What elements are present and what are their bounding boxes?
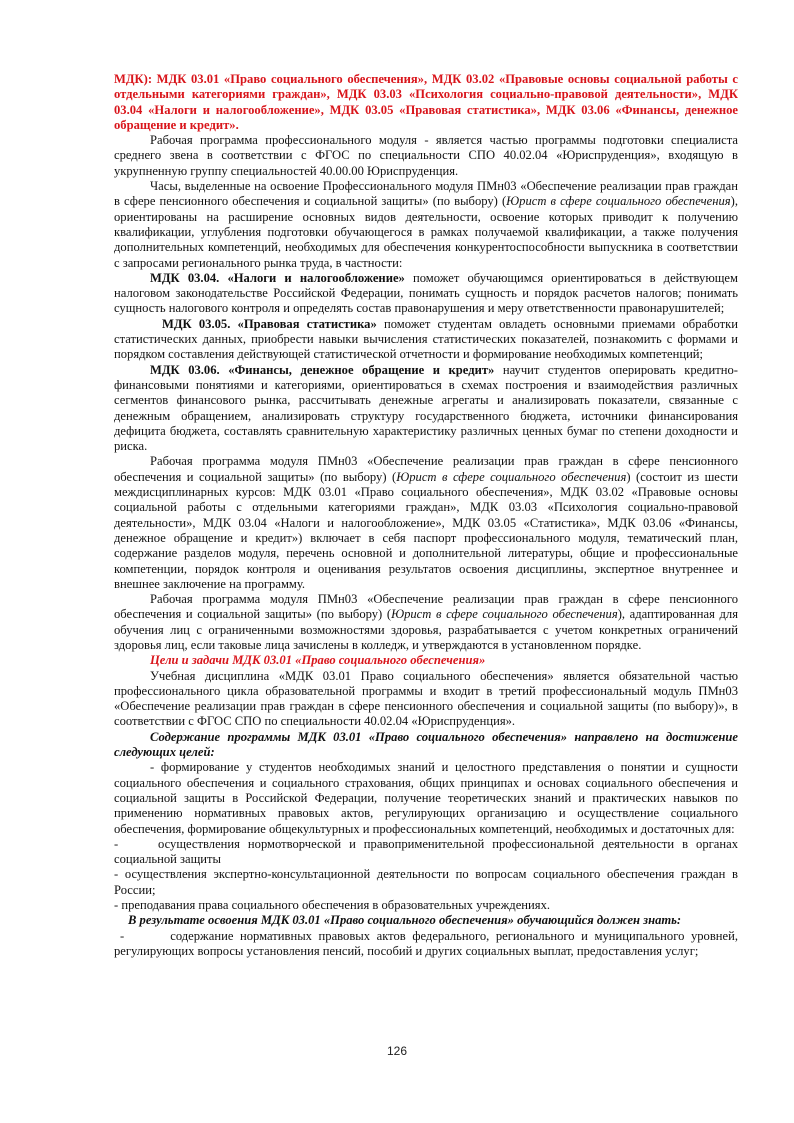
result-heading: В результате освоения МДК 03.01 «Право социального обеспечения» обучающийся должен знать:	[128, 913, 682, 928]
paragraph-mdk-03-05: МДК 03.05. «Правовая статистика» поможет студентам овладеть основными приемами обработки статистических данных, приобрести навыки вычисления статистических показателей, познакомить с формами и порядком составления действующей статистической отчетности и формирование необходимых компетенций;	[114, 316, 739, 362]
bullet-item: - осуществления нормотворческой и правоприменительной профессиональной деятельности в органах социальной защиты	[114, 836, 738, 867]
mdk-03-04-title: МДК 03.04. «Налоги и налогообложение»	[150, 270, 405, 285]
paragraph-mdk-03-06: МДК 03.06. «Финансы, денежное обращение и кредит» научит студентов оперировать кредитно-финансовыми понятиями и категориями, ориентироваться в схемах построения и взаимодействия различных сегментов финансового рынка, рассчитывать денежные агрегаты и анализировать показатели, связанные с денежным обращением, анализировать структуру государственного бюджета, источники финансирования дефицита бюджета, составлять сравнительную характеристику различных ценных бумаг по степени доходности и риска.	[114, 362, 738, 454]
paragraph-module-structure: Рабочая программа модуля ПМн03 «Обеспечение реализации прав граждан в сфере пенсионного обеспечения и социальной защиты» (по выбору) (Юрист в сфере социального обеспечения) (состоит из шести междисциплинарных курсов: МДК 03.01 «Право социального обеспечения», МДК 03.02 «Правовые основы социальной работы с отдельными категориями граждан», МДК 03.03 «Психология социально-правовой деятельности», МДК 03.04 «Налоги и налогообложение», МДК 03.05 «Статистика», МДК 03.06 «Финансы, денежное обращение и кредит») включает в себя паспорт профессионального модуля, тематический план, содержание разделов модуля, перечень основной и дополнительной литературы, общие и профессиональные компетенции, порядок контроля и оценивания результатов освоения дисциплины, экспертное внутреннее и внешнее заключение на программу.	[114, 454, 738, 591]
paragraph-discipline: Учебная дисциплина «МДК 03.01 Право социального обеспечения» является обязательной частью профессионального цикла образовательной программы и входит в третий профессиональный модуль ПМн03 «Обеспечение реализации прав граждан в сфере пенсионного обеспечения и социальной защиты (по выбору)», в соответствии с ФГОС СПО по специальности 40.02.04 «Юриспруденция».	[114, 668, 738, 729]
paragraph-know-1: - содержание нормативных правовых актов федерального, регионального и муниципального уровней, регулирующих вопросы установления пенсий, пособий и других социальных выплат, предоставления услуг;	[114, 928, 738, 958]
paragraph-hours: Часы, выделенные на освоение Профессионального модуля ПМн03 «Обеспечение реализации прав граждан в сфере пенсионного обеспечения и социальной защиты» (по выбору) (Юрист в сфере социального обеспечения), ориентированы на расширение основных видов деятельности, освоение которых приводит к получению квалификации, углубления подготовки обучающегося в рамках получаемой квалификации, а также получения дополнительных компетенций, необходимых для обеспечения конкурентоспособности выпускника в соответствии с запросами регионального рынка труда, в частности:	[114, 179, 738, 270]
course-list-header: МДК): МДК 03.01 «Право социального обеспечения», МДК 03.02 «Правовые основы социальной работы с отдельными категориями граждан», МДК 03.03 «Психология социально-правовой деятельности», МДК 03.04 «Налоги и налогообложение», МДК 03.05 «Правовая статистика», МДК 03.06 «Финансы, денежное обращение и кредит».	[114, 72, 738, 132]
paragraph-adapted-program: Рабочая программа модуля ПМн03 «Обеспечение реализации прав граждан в сфере пенсионного обеспечения и социальной защиты» (по выбору) (Юрист в сфере социального обеспечения), адаптированная для обучения лиц с ограниченными возможностями здоровья, разрабатывается с учетом конкретных ограничений здоровья лиц, если таковые лица зачислены в колледж, и утверждаются в установленном порядке.	[114, 592, 739, 652]
document-page	[114, 72, 738, 959]
paragraph-mdk-03-04: МДК 03.04. «Налоги и налогообложение» поможет обучающимся ориентироваться в действующем налоговом законодательстве Российской Федерации, понимать сущность и порядок расчетов налогов; понимать сущность налогового контроля и определять состав правонарушения и меру ответственности правонарушителей;	[114, 270, 738, 316]
bullet-item: - преподавания права социального обеспечения в образовательных учреждениях.	[114, 898, 551, 913]
content-heading: Содержание программы МДК 03.01 «Право социального обеспечения» направлено на достижение следующих целей:	[114, 729, 738, 760]
page-number: 126	[386, 1044, 408, 1058]
paragraph-goals: - формирование у студентов необходимых знаний и целостного представления о понятии и сущности социального обеспечения и социального страхования, общих принципах и основах социального обеспечения и социальной защиты в Российской Федерации, получение теоретических знаний и практических навыков по применению нормативных правовых актов, регулирующих организацию и осуществление социального обеспечения, формирование общекультурных и профессиональных компетенций, необходимых и достаточных для:	[114, 760, 738, 836]
mdk-03-05-title: МДК 03.05. «Правовая статистика»	[162, 316, 377, 331]
mdk-03-06-title: МДК 03.06. «Финансы, денежное обращение и кредит»	[150, 362, 495, 377]
goals-heading: Цели и задачи МДК 03.01 «Право социального обеспечения»	[150, 653, 486, 668]
bullet-item: - осуществления экспертно-консультационной деятельности по вопросам социального обеспечения граждан в России;	[114, 867, 738, 897]
paragraph-program-part: Рабочая программа профессионального модуля - является частью программы подготовки специалиста среднего звена в соответствии с ФГОС по специальности СПО 40.02.04 «Юриспруденция», входящую в укрупненную группу специальностей 40.00.00 Юриспруденция.	[114, 133, 738, 178]
